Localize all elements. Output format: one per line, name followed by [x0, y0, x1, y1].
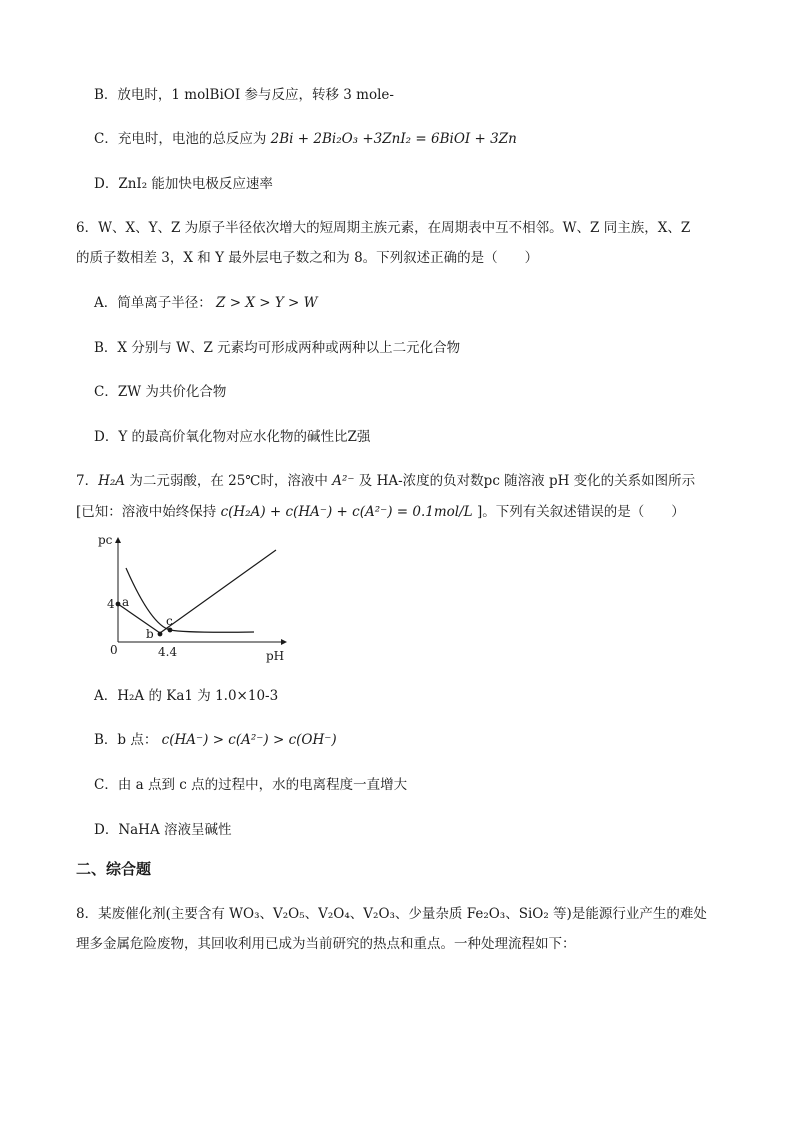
q6-option-a-formula: Z > X > Y > W — [216, 295, 318, 311]
curve-h2a-line — [118, 550, 276, 633]
point-a-label: a — [122, 595, 130, 609]
q7-option-b — [94, 728, 337, 748]
q6-option-b: B．X 分别与 W、Z 元素均可形成两种或两种以上二元化合物 — [94, 340, 461, 356]
origin-label: 0 — [110, 643, 118, 657]
q7-stem-line1 — [76, 469, 695, 489]
q7-option-b-formula: c(HA⁻) > c(A²⁻) > c(OH⁻) — [161, 732, 337, 748]
q7-figure — [96, 530, 296, 670]
point-b-marker — [158, 632, 163, 637]
q7-stem-line2-text-b: ]。下列有关叙述错误的是（ ） — [476, 504, 685, 520]
x-tick-label: 4.4 — [158, 645, 178, 659]
q6-option-c: C．ZW 为共价化合物 — [94, 384, 227, 400]
q5-option-c — [94, 127, 517, 147]
q7-option-d: D．NaHA 溶液呈碱性 — [94, 822, 232, 838]
q5-option-d: D．ZnI₂ 能加快电极反应速率 — [94, 176, 273, 192]
q5-option-b: B．放电时，1 molBiOI 参与反应，转移 3 mole- — [94, 87, 394, 103]
x-axis-label: pH — [266, 649, 285, 663]
q7-option-a: A．H₂A 的 Ka1 为 1.0×10-3 — [94, 688, 279, 704]
q6-stem-line1: 6．W、X、Y、Z 为原子半径依次增大的短周期主族元素，在周期表中互不相邻。W、Z 同主族，X、Z — [76, 220, 691, 236]
q7-stem-line2 — [76, 500, 685, 520]
q6-stem-line2: 的质子数相差 3，X 和 Y 最外层电子数之和为 8。下列叙述正确的是（ ） — [76, 250, 539, 266]
y-tick-label: 4 — [107, 597, 115, 611]
point-a-marker — [116, 602, 121, 607]
q7-a2-ion: A²⁻ — [332, 473, 355, 489]
q5-option-c-text: C．充电时，电池的总反应为 — [94, 131, 267, 147]
q6-option-a-text: A．简单离子半径： — [94, 295, 212, 311]
q6-option-a — [94, 291, 318, 311]
point-c-label: c — [166, 614, 173, 628]
q7-option-c: C．由 a 点到 c 点的过程中，水的电离程度一直增大 — [94, 777, 408, 793]
q5-option-c-formula: 2Bi + 2Bi₂O₃ +3ZnI₂ = 6BiOI + 3Zn — [270, 131, 517, 147]
q7-stem-text-b: 及 HA-浓度的负对数pc 随溶液 pH 变化的关系如图所示 — [358, 473, 696, 489]
q8-stem-line2: 理多金属危险废物，其回收利用已成为当前研究的热点和重点。一种处理流程如下： — [76, 936, 576, 952]
q7-number: 7． — [76, 473, 99, 489]
q8-stem-line1: 8．某废催化剂(主要含有 WO₃、V₂O₅、V₂O₄、V₂O₃、少量杂质 Fe₂O₃、SiO₂ 等)是能源行业产生的难处 — [76, 906, 707, 922]
point-c-marker — [168, 628, 173, 633]
y-axis-label: pc — [98, 533, 113, 547]
q7-h2a: H₂A — [98, 473, 126, 489]
q7-stem-text-a: 为二元弱酸，在 25℃时，溶液中 — [129, 473, 328, 489]
q7-stem-line2-formula: c(H₂A) + c(HA⁻) + c(A²⁻) = 0.1mol/L — [220, 504, 473, 520]
q7-option-b-text: B．b 点： — [94, 732, 158, 748]
q6-option-d: D．Y 的最高价氧化物对应水化物的碱性比Z强 — [94, 429, 371, 445]
section-heading: 二、综合题 — [76, 860, 152, 878]
q7-stem-line2-text-a: [已知：溶液中始终保持 — [76, 504, 217, 520]
point-b-label: b — [146, 627, 154, 641]
